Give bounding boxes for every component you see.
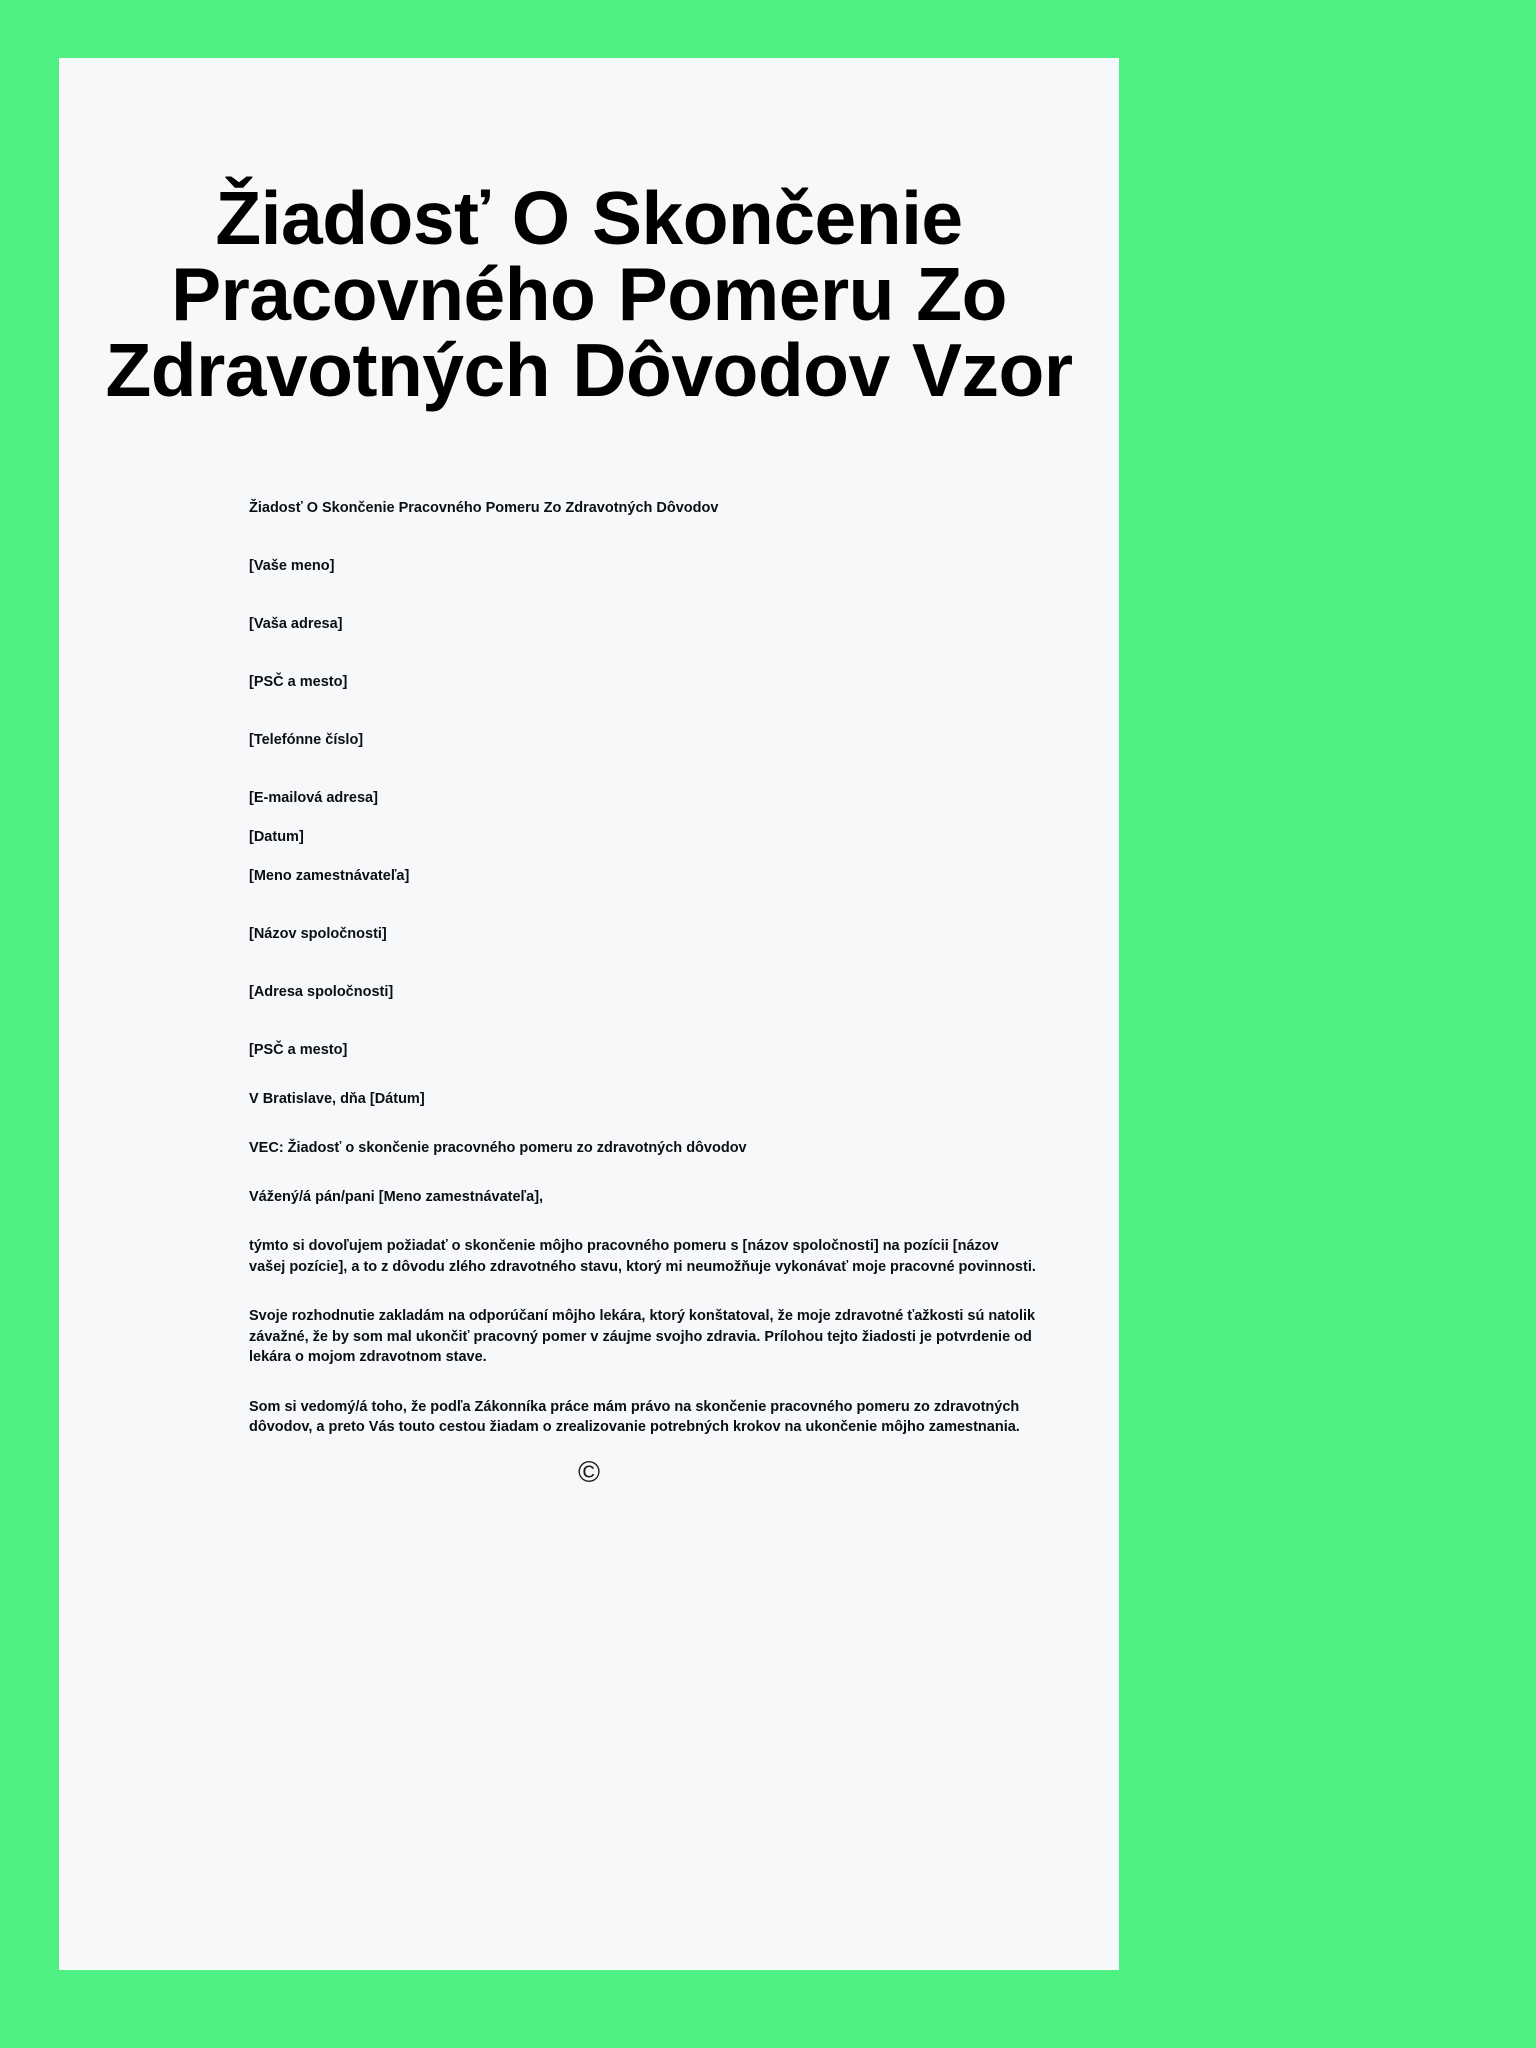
recipient-field-company-address: [Adresa spoločnosti] — [249, 984, 394, 1000]
document-sheet — [59, 58, 1119, 1970]
copyright-icon: © — [577, 1456, 601, 1489]
body-paragraph-3: Som si vedomý/á toho, že podľa Zákonníka práce mám právo na skončenie pracovného pomeru zo zdravotných dôvodov, a preto Vás touto cestou žiadam o zrealizovanie potrebných krokov na ukončenie môjho zamestnania. — [249, 1398, 1020, 1435]
recipient-field-postcode-city: [PSČ a mesto] — [249, 1042, 348, 1058]
place-and-date: V Bratislave, dňa [Dátum] — [249, 1091, 425, 1107]
recipient-field-company-name: [Názov spoločnosti] — [249, 926, 387, 942]
sender-field-phone: [Telefónne číslo] — [249, 732, 364, 748]
page-title: Žiadosť O Skončenie Pracovného Pomeru Zo Zdravotných Dôvodov Vzor — [105, 176, 1073, 412]
body-paragraph-1: týmto si dovoľujem požiadať o skončenie môjho pracovného pomeru s [názov spoločnosti] na pozícii [názov vašej pozície], a to z dôvodu zlého zdravotného stavu, ktorý mi neumožňuje vykonávať moje pracovné povinnosti. — [249, 1238, 1036, 1275]
sender-field-postcode-city: [PSČ a mesto] — [249, 674, 348, 690]
document-heading: Žiadosť O Skončenie Pracovného Pomeru Zo Zdravotných Dôvodov — [249, 500, 719, 516]
sender-field-email: [E-mailová adresa] — [249, 790, 378, 806]
recipient-field-employer-name: [Meno zamestnávateľa] — [249, 868, 410, 884]
document-body — [249, 498, 1049, 1438]
sender-field-name: [Vaše meno] — [249, 558, 335, 574]
subject-line: VEC: Žiadosť o skončenie pracovného pomeru zo zdravotných dôvodov — [249, 1140, 747, 1156]
sender-field-address: [Vaša adresa] — [249, 616, 343, 632]
salutation: Vážený/á pán/pani [Meno zamestnávateľa], — [249, 1189, 544, 1205]
body-paragraph-2: Svoje rozhodnutie zakladám na odporúčaní môjho lekára, ktorý konštatoval, že moje zdravotné ťažkosti sú natolik závažné, že by som mal ukončiť pracovný pomer v záujme svojho zdravia. Prílohou tejto žiadosti je potvrdenie od lekára o mojom zdravotnom stave. — [249, 1308, 1036, 1365]
date-field: [Datum] — [249, 829, 304, 845]
